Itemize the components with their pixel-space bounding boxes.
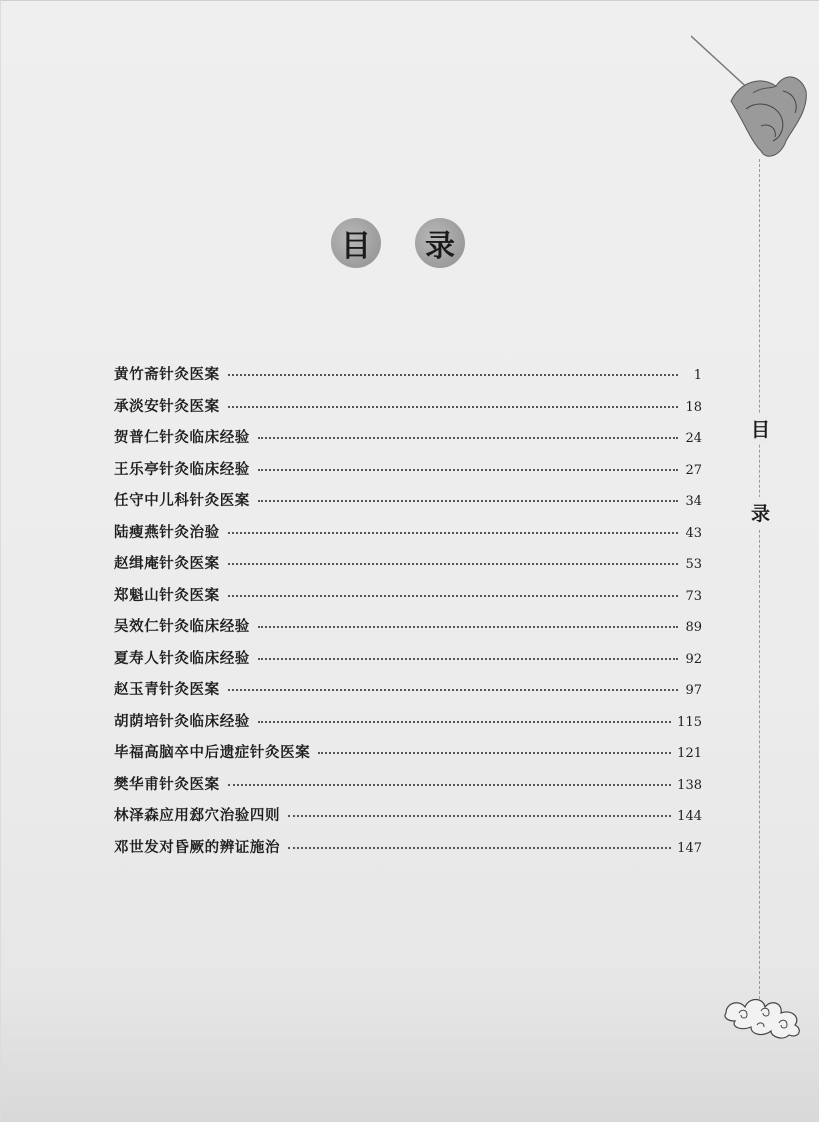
toc-entry-title: 林泽森应用郄穴治验四则 xyxy=(114,808,281,824)
toc-entry-title: 任守中儿科针灸医案 xyxy=(114,493,250,509)
toc-entry[interactable] xyxy=(114,458,702,490)
toc-entry-title: 赵缉庵针灸医案 xyxy=(114,556,220,572)
toc-entry[interactable] xyxy=(114,521,702,553)
toc-entry-page: 1 xyxy=(693,368,702,383)
toc-entry-title: 夏寿人针灸临床经验 xyxy=(114,650,250,667)
toc-entry-page: 27 xyxy=(685,462,702,478)
title-char: 录 xyxy=(425,229,455,264)
toc-entry-page: 24 xyxy=(685,431,702,446)
toc-entry[interactable] xyxy=(114,584,702,616)
toc-entry[interactable] xyxy=(114,836,702,868)
dot-leader xyxy=(228,783,671,786)
toc-entry[interactable] xyxy=(114,773,702,805)
title-disc xyxy=(331,218,381,268)
cloud-ornament-icon xyxy=(721,991,811,1041)
dot-leader xyxy=(228,688,678,691)
toc-entry[interactable] xyxy=(114,363,702,395)
dot-leader xyxy=(288,814,671,817)
dot-leader xyxy=(228,531,678,534)
toc-entry-title: 邓世发对昏厥的辨证施治 xyxy=(114,839,281,856)
toc-entry-page: 73 xyxy=(685,588,702,604)
title-disc xyxy=(415,218,465,268)
dot-leader xyxy=(258,436,678,439)
toc-entry-page: 147 xyxy=(677,840,702,856)
toc-entry-page: 34 xyxy=(685,494,702,509)
dot-leader xyxy=(258,720,671,723)
toc-entry-title: 毕福高脑卒中后遗症针灸医案 xyxy=(114,745,311,761)
side-label-char: 目 xyxy=(751,413,770,444)
toc-entry[interactable] xyxy=(114,710,702,742)
dot-leader xyxy=(288,846,671,849)
toc-entry-page: 43 xyxy=(685,525,702,541)
toc-entry-title: 赵玉青针灸医案 xyxy=(114,682,220,698)
feather-ornament-icon xyxy=(691,31,811,171)
title-char: 目 xyxy=(341,229,371,264)
dot-leader xyxy=(318,751,671,754)
toc-entry-title: 承淡安针灸医案 xyxy=(114,398,220,415)
page-shadow xyxy=(1,982,819,1122)
toc-entry-page: 115 xyxy=(677,714,702,730)
toc-entry[interactable] xyxy=(114,489,702,521)
toc-entry-title: 樊华甫针灸医案 xyxy=(114,776,220,793)
toc-entry-title: 郑魁山针灸医案 xyxy=(114,587,220,604)
toc-entry[interactable] xyxy=(114,741,702,773)
toc-entry-page: 144 xyxy=(677,809,702,824)
toc-entry-title: 王乐亭针灸临床经验 xyxy=(114,461,250,478)
toc-entry[interactable] xyxy=(114,647,702,679)
side-label-char: 录 xyxy=(751,497,770,528)
toc-entry-title: 陆瘦燕针灸治验 xyxy=(114,524,220,541)
dot-leader xyxy=(228,594,678,597)
toc-entry[interactable] xyxy=(114,804,702,836)
toc-entry-title: 贺普仁针灸临床经验 xyxy=(114,430,250,446)
toc-entry-page: 53 xyxy=(685,557,702,572)
toc-entry-title: 黄竹斋针灸医案 xyxy=(114,367,220,383)
dot-leader xyxy=(228,562,678,565)
dot-leader xyxy=(228,373,678,376)
page-title xyxy=(331,218,471,270)
toc-entry-page: 92 xyxy=(685,651,702,667)
toc-entry[interactable] xyxy=(114,615,702,647)
dot-leader xyxy=(258,468,678,471)
toc-entry[interactable] xyxy=(114,678,702,710)
margin-divider xyxy=(759,159,760,999)
toc-entry-page: 121 xyxy=(677,746,702,761)
toc-entry-page: 97 xyxy=(685,683,702,698)
dot-leader xyxy=(228,405,678,408)
toc-entry[interactable] xyxy=(114,395,702,427)
toc-entry-page: 89 xyxy=(685,620,702,635)
toc-entry[interactable] xyxy=(114,552,702,584)
dot-leader xyxy=(258,625,678,628)
dot-leader xyxy=(258,499,678,502)
toc-entry-title: 胡荫培针灸临床经验 xyxy=(114,713,250,730)
toc-entry-title: 吴效仁针灸临床经验 xyxy=(114,619,250,635)
table-of-contents xyxy=(114,363,702,867)
toc-entry-page: 138 xyxy=(677,777,702,793)
toc-entry-page: 18 xyxy=(685,399,702,415)
dot-leader xyxy=(258,657,678,660)
toc-entry[interactable] xyxy=(114,426,702,458)
